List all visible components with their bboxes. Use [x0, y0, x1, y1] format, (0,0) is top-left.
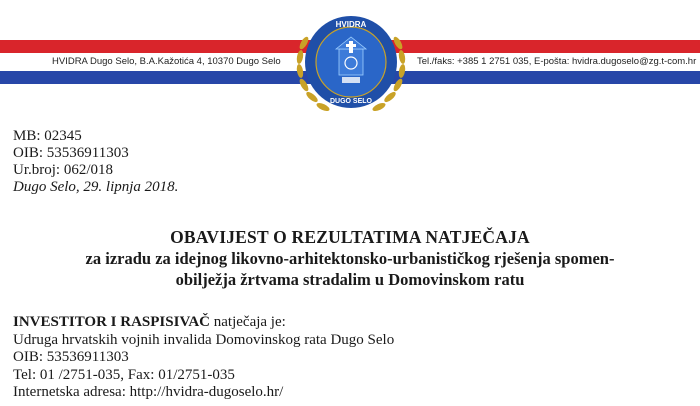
investor-phone-fax: Tel: 01 /2751-035, Fax: 01/2751-035 [13, 366, 235, 383]
document-meta [13, 128, 693, 196]
hvidra-emblem-logo [292, 3, 410, 121]
investor-oib: OIB: 53536911303 [13, 349, 129, 365]
letterhead [0, 0, 700, 120]
title-line-1: OBAVIJEST O REZULTATIMA NATJEČAJA [170, 227, 530, 247]
letterhead-address: HVIDRA Dugo Selo, B.A.Kažotića 4, 10370 Dugo Selo [52, 56, 281, 67]
mb-number: MB: 02345 [13, 128, 82, 144]
oib-number: OIB: 53536911303 [13, 145, 129, 161]
investor-heading-rest: natječaja je: [210, 314, 286, 330]
document-title [0, 227, 700, 290]
letterhead-contact: Tel./faks: +385 1 2751 035, E-pošta: hvidra.dugoselo@zg.t-com.hr [417, 56, 697, 67]
investor-heading-bold: INVESTITOR I RASPISIVAČ [13, 314, 211, 330]
reference-number: Ur.broj: 062/018 [13, 162, 113, 178]
investor-name: Udruga hrvatskih vojnih invalida Domovinskog rata Dugo Selo [13, 331, 395, 348]
investor-section [13, 314, 394, 402]
emblem-bottom-text: DUGO SELO [329, 98, 373, 105]
investor-heading [13, 314, 394, 332]
emblem-top-text: HVIDRA [335, 20, 367, 29]
investor-website: Internetska adresa: http://hvidra-dugoselo.hr/ [13, 384, 284, 400]
place-date: Dugo Selo, 29. lipnja 2018. [13, 179, 179, 195]
title-line-2: za izradu za idejnog likovno-arhitektonsko-urbanističkog rješenja spomen- [85, 249, 615, 268]
title-line-3: obilježja žrtvama stradalim u Domovinskom ratu [175, 270, 525, 289]
